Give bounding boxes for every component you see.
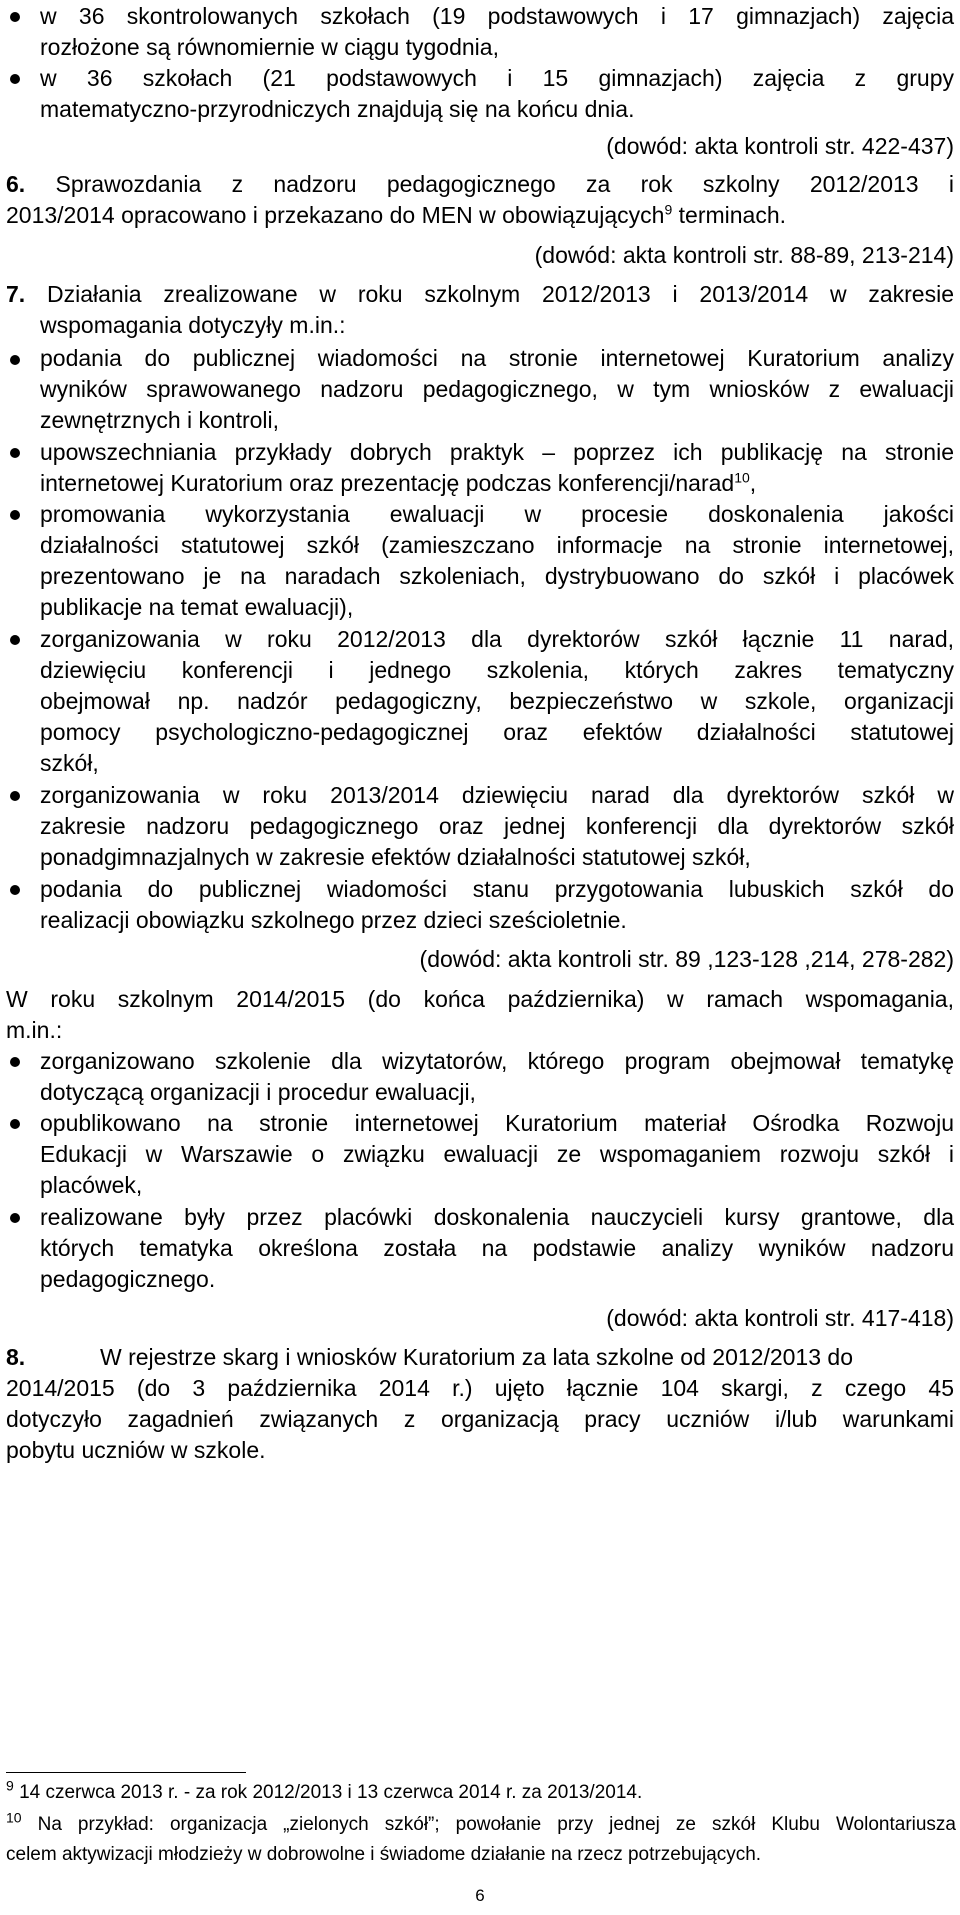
list-item-text: , — [749, 470, 757, 496]
bullet — [10, 1119, 20, 1129]
list-item-line: promowania wykorzystania ewaluacji w procesie doskonalenia jakości — [40, 501, 954, 527]
list-item-line: ponadgimnazjalnych w zakresie efektów działalności statutowej szkół, — [40, 844, 751, 870]
section-6-text: terminach. — [672, 202, 787, 228]
list-item-line: których tematyka określona została na podstawie analizy wyników nadzoru — [40, 1235, 954, 1261]
evidence-reference: (dowód: akta kontroli str. 88-89, 213-214) — [534, 242, 954, 268]
page-number: 6 — [475, 1886, 485, 1905]
paragraph-line: m.in.: — [6, 1017, 63, 1043]
section-6-text: 2013/2014 opracowano i przekazano do MEN w obowiązujących — [6, 202, 665, 228]
list-item-line: podania do publicznej wiadomości stanu przygotowania lubuskich szkół do — [40, 876, 954, 902]
list-item-line: w 36 skontrolowanych szkołach (19 podstawowych i 17 gimnazjach) zajęcia — [40, 3, 954, 29]
bullet — [10, 791, 20, 801]
bullet — [10, 635, 20, 645]
list-item-line — [40, 469, 756, 498]
footnote-text: 14 czerwca 2013 r. - za rok 2012/2013 i 13 czerwca 2014 r. za 2013/2014. — [13, 1782, 643, 1803]
section-7-line: wspomagania dotyczyły m.in.: — [40, 312, 346, 338]
list-item-line: zakresie nadzoru pedagogicznego oraz jednej konferencji dla dyrektorów szkół — [40, 813, 954, 839]
list-item-line: obejmował np. nadzór pedagogiczny, bezpieczeństwo w szkole, organizacji — [40, 688, 954, 714]
list-item-line: rozłożone są równomiernie w ciągu tygodnia, — [40, 34, 499, 60]
footnote-10-continued: celem aktywizacji młodzieży w dobrowolne i świadome działanie na rzecz potrzebujących. — [6, 1844, 762, 1865]
list-item-line: dziewięciu konferencji i jednego szkolenia, których zakres tematyczny — [40, 657, 954, 683]
paragraph-line: W roku szkolnym 2014/2015 (do końca października) w ramach wspomagania, — [6, 986, 954, 1012]
list-item-line: realizacji obowiązku szkolnego przez dzieci sześcioletnie. — [40, 907, 627, 933]
section-number: 6. — [6, 171, 26, 197]
bullet — [10, 885, 20, 895]
section-8-line — [6, 1343, 954, 1372]
list-item-line: szkół, — [40, 750, 99, 776]
evidence-reference: (dowód: akta kontroli str. 89 ,123-128 ,214, 278-282) — [419, 946, 954, 972]
footnote-ref-9[interactable]: 9 — [664, 201, 673, 218]
evidence-reference: (dowód: akta kontroli str. 417-418) — [606, 1305, 954, 1331]
list-item-line: pedagogicznego. — [40, 1266, 216, 1292]
bullet — [10, 510, 20, 520]
section-8-line: pobytu uczniów w szkole. — [6, 1437, 266, 1463]
section-number: 7. — [6, 281, 26, 307]
bullet — [10, 12, 20, 22]
list-item-line: realizowane były przez placówki doskonalenia nauczycieli kursy grantowe, dla — [40, 1204, 954, 1230]
section-number: 8. — [6, 1344, 26, 1370]
section-6-text: Sprawozdania z nadzoru pedagogicznego za rok szkolny 2012/2013 i — [55, 171, 954, 197]
evidence-reference: (dowód: akta kontroli str. 422-437) — [606, 133, 954, 159]
list-item-line: zorganizowania w roku 2013/2014 dziewięciu narad dla dyrektorów szkół w — [40, 782, 954, 808]
list-item-line: matematyczno-przyrodniczych znajdują się na końcu dnia. — [40, 96, 635, 122]
list-item-line: prezentowano je na naradach szkoleniach, dystrybuowano do szkół i placówek — [40, 563, 954, 589]
footnote-9 — [6, 1777, 956, 1805]
footnote-number: 9 — [6, 1777, 14, 1794]
section-7-text: Działania zrealizowane w roku szkolnym 2012/2013 i 2013/2014 w zakresie — [46, 281, 954, 307]
list-item-line: podania do publicznej wiadomości na stronie internetowej Kuratorium analizy — [40, 345, 954, 371]
list-item-line: zewnętrznych i kontroli, — [40, 407, 280, 433]
list-item-line: działalności statutowej szkół (zamieszczano informacje na stronie internetowej, — [40, 532, 954, 558]
list-item-line: Edukacji w Warszawie o związku ewaluacji ze wspomaganiem rozwoju szkół i — [40, 1141, 954, 1167]
list-item-line: placówek, — [40, 1172, 143, 1198]
list-item-line: dotyczącą organizacji i procedur ewaluacji, — [40, 1079, 476, 1105]
section-6-line — [6, 170, 954, 199]
bullet — [10, 355, 20, 365]
list-item-line: pomocy psychologiczno-pedagogicznej oraz efektów działalności statutowej — [40, 719, 954, 745]
bullet — [10, 1057, 20, 1067]
footnote-ref-10[interactable]: 10 — [734, 469, 750, 486]
section-8-line: dotyczyło zagadnień związanych z organizacją pracy uczniów i/lub warunkami — [6, 1406, 954, 1432]
bullet — [10, 448, 20, 458]
list-item-text: internetowej Kuratorium oraz prezentację podczas konferencji/narad — [40, 470, 735, 496]
list-item-line: upowszechniania przykłady dobrych praktyk – poprzez ich publikację na stronie — [40, 439, 954, 465]
section-7-line — [6, 280, 954, 309]
list-item-line: wyników sprawowanego nadzoru pedagogicznego, w tym wniosków z ewaluacji — [40, 376, 954, 402]
section-8-text: W rejestrze skarg i wniosków Kuratorium za lata szkolne od 2012/2013 do — [100, 1344, 853, 1370]
list-item-line: w 36 szkołach (21 podstawowych i 15 gimnazjach) zajęcia z grupy — [40, 65, 954, 91]
section-8-line: 2014/2015 (do 3 października 2014 r.) ujęto łącznie 104 skargi, z czego 45 — [6, 1375, 954, 1401]
bullet — [10, 1213, 20, 1223]
footnote-text: Na przykład: organizacja „zielonych szkół”; powołanie przy jednej ze szkół Klubu Wolontariusza — [21, 1814, 956, 1835]
list-item-line: publikacje na temat ewaluacji), — [40, 594, 354, 620]
footnote-10 — [6, 1809, 956, 1837]
footnote-number: 10 — [6, 1809, 22, 1826]
bullet — [10, 74, 20, 84]
list-item-line: opublikowano na stronie internetowej Kuratorium materiał Ośrodka Rozwoju — [40, 1110, 954, 1136]
list-item-line: zorganizowano szkolenie dla wizytatorów, którego program obejmował tematykę — [40, 1048, 954, 1074]
section-6-line — [6, 201, 786, 230]
footnote-separator — [6, 1772, 246, 1773]
list-item-line: zorganizowania w roku 2012/2013 dla dyrektorów szkół łącznie 11 narad, — [40, 626, 954, 652]
